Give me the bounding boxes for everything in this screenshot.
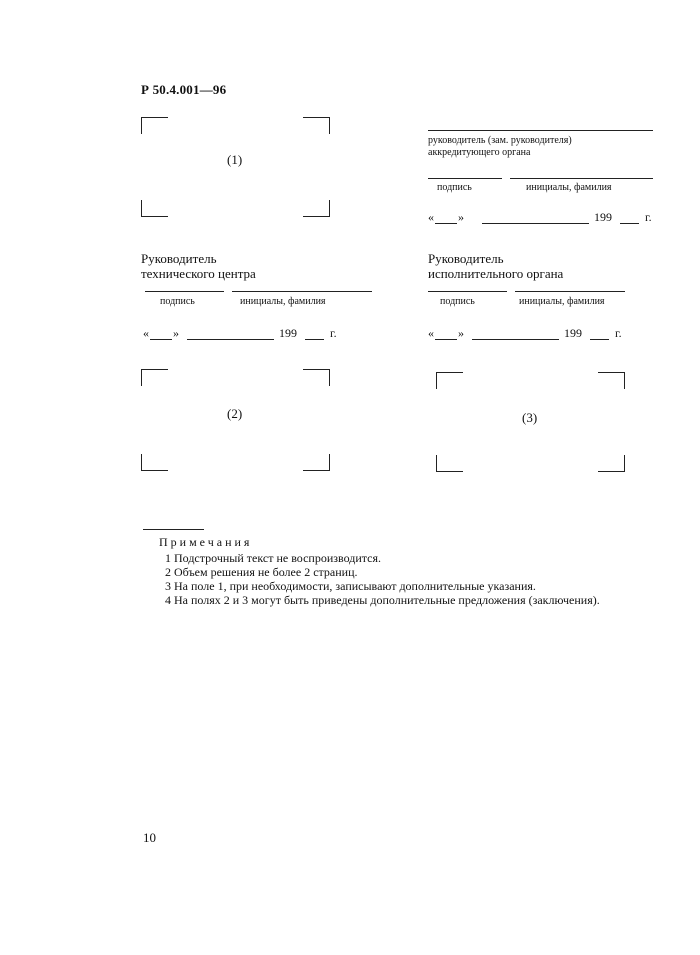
date-quote-open: « [428,210,434,224]
month-blank [472,339,559,340]
signature-label: подпись [440,296,475,307]
date-quote-close: » [173,326,179,340]
year-prefix: 199 [564,326,582,340]
corner-mark [141,200,168,217]
date-quote-close: » [458,210,464,224]
signature-label: подпись [437,182,472,193]
field-number: (3) [522,410,538,425]
name-line [515,291,625,292]
year-suffix: г. [615,326,622,340]
corner-mark [436,372,463,389]
title-line-2: аккредитующего органа [428,147,531,158]
date-line [143,326,353,342]
field-number: (2) [227,406,243,421]
year-blank [305,339,324,340]
signature-line [428,178,502,179]
corner-mark [303,117,330,134]
corner-mark [303,200,330,217]
notes-title: Примечания [159,535,253,549]
signature-line [145,291,224,292]
year-blank [590,339,609,340]
name-line [510,178,653,179]
title-line-1: руководитель (зам. руководителя) [428,135,572,146]
note-item: 3 На поле 1, при необходимости, записывают дополнительные указания. [165,579,536,593]
name-label: инициалы, фамилия [519,296,605,307]
title-line-1: Руководитель [428,251,504,266]
corner-mark [141,117,168,134]
month-blank [482,223,589,224]
year-blank [620,223,639,224]
date-line [428,326,638,342]
day-blank [150,339,172,340]
title-line-2: исполнительного органа [428,266,564,281]
corner-mark [141,454,168,471]
year-suffix: г. [330,326,337,340]
name-line [232,291,372,292]
executive-title [428,251,563,281]
corner-mark [141,369,168,386]
signature-line [428,291,507,292]
signature-label: подпись [160,296,195,307]
name-label: инициалы, фамилия [526,182,612,193]
title-line-2: технического центра [141,266,256,281]
year-prefix: 199 [594,210,612,224]
year-suffix: г. [645,210,652,224]
document-code: Р 50.4.001—96 [141,82,227,97]
year-prefix: 199 [279,326,297,340]
date-quote-open: « [428,326,434,340]
corner-mark [436,455,463,472]
date-quote-open: « [143,326,149,340]
corner-mark [598,372,625,389]
note-item: 2 Объем решения не более 2 страниц. [165,565,358,579]
day-blank [435,223,457,224]
accreditation-title [428,135,572,159]
title-line [428,130,653,131]
title-line-1: Руководитель [141,251,217,266]
note-item: 4 На полях 2 и 3 могут быть приведены дополнительные предложения (заключения). [165,593,600,607]
month-blank [187,339,274,340]
notes-divider [143,529,204,530]
page-number: 10 [143,830,156,845]
date-line [428,210,658,226]
corner-mark [303,369,330,386]
name-label: инициалы, фамилия [240,296,326,307]
field-number: (1) [227,152,243,167]
date-quote-close: » [458,326,464,340]
note-item: 1 Подстрочный текст не воспроизводится. [165,551,381,565]
corner-mark [598,455,625,472]
tech-center-title [141,251,256,281]
corner-mark [303,454,330,471]
day-blank [435,339,457,340]
